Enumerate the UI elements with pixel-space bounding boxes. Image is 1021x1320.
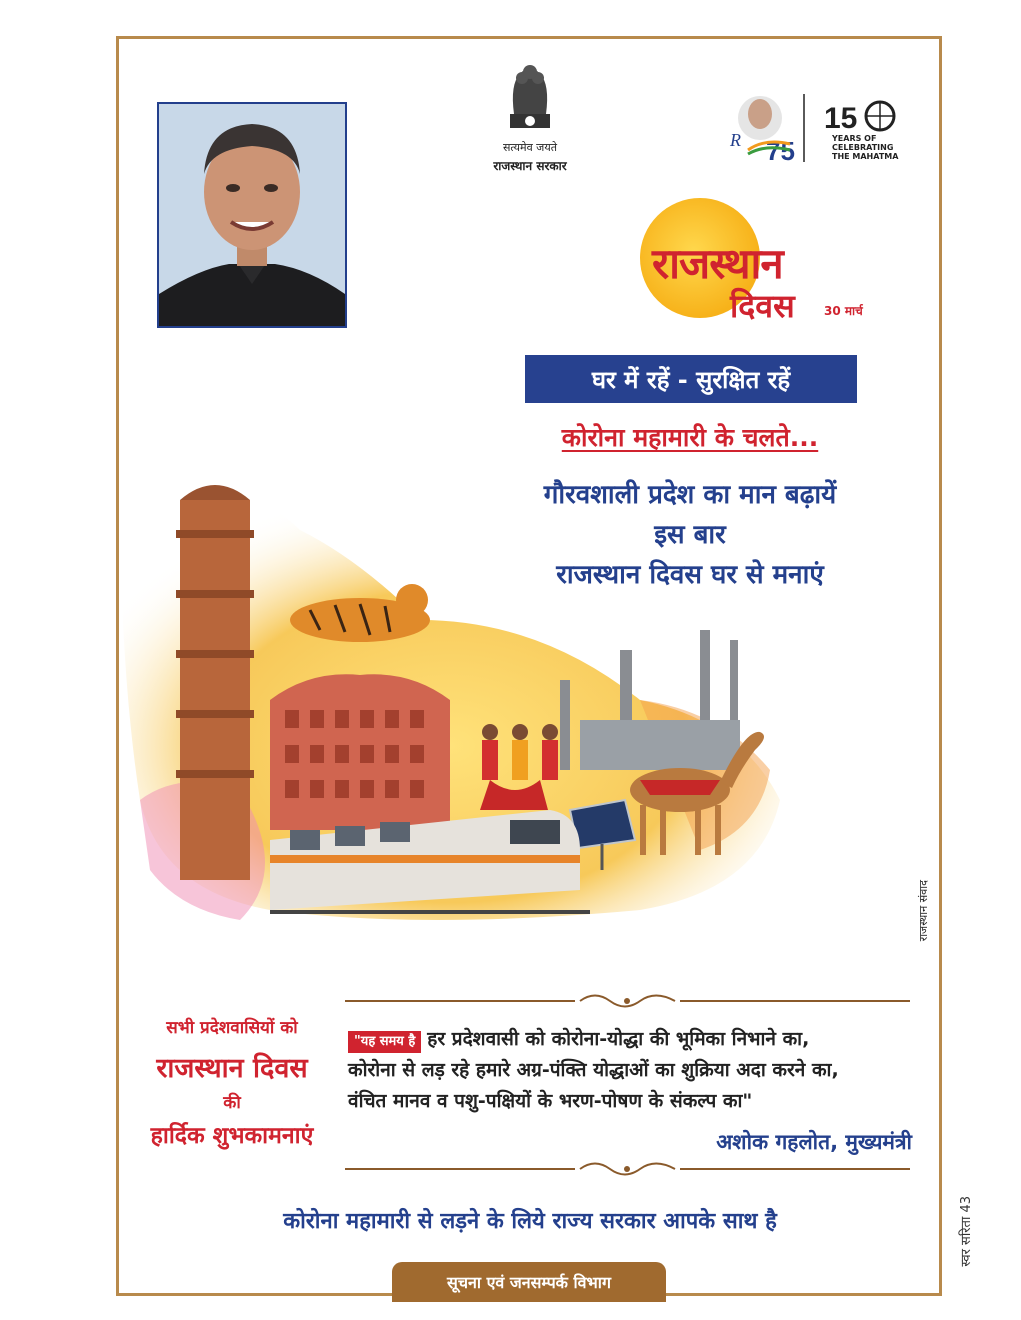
emblem-govt-name: राजस्थान सरकार <box>493 159 567 173</box>
wishes-line-2: राजस्थान दिवस <box>156 1053 308 1084</box>
ashoka-lion-icon <box>500 54 560 134</box>
svg-text:75: 75 <box>766 136 795 166</box>
wishes-line-3: की <box>223 1093 241 1113</box>
quote-line-3: वंचित मानव व पशु-पक्षियों के भरण-पोषण के संकल्प का" <box>348 1090 753 1112</box>
wishes-line-4: हार्दिक शुभकामनाएं <box>150 1123 314 1149</box>
message-line-2: इस बार <box>654 520 726 550</box>
svg-text:15: 15 <box>824 102 858 135</box>
quote-line-2: कोरोना से लड़ रहे हमारे अग्र-पंक्ति योद्धाओं का शुक्रिया अदा करने का, <box>348 1059 839 1081</box>
rajasthan-divas-logo <box>632 196 882 326</box>
stay-home-banner: घर में रहें - सुरक्षित रहें <box>525 355 857 403</box>
page-number: स्वर सरिता 43 <box>959 1196 974 1267</box>
tower-illustration <box>176 485 254 880</box>
quote-line-1-text: हर प्रदेशवासी को कोरोना-योद्धा की भूमिका निभाने का, <box>427 1028 810 1050</box>
divas-logo-subtitle: दिवस <box>730 287 795 325</box>
ornament-divider-top <box>345 992 910 1010</box>
quote-signature: अशोक गहलोत, मुख्यमंत्री <box>716 1130 912 1154</box>
message-line-3: राजस्थान दिवस घर से मनाएं <box>556 560 824 590</box>
message-line-1: गौरवशाली प्रदेश का मान बढ़ायें <box>543 480 837 510</box>
quote-tag: "यह समय है <box>348 1031 421 1053</box>
rajasthan-collage-illustration <box>120 470 790 940</box>
corona-heading: कोरोना महामारी के चलते... <box>561 423 819 452</box>
quote-line-1 <box>348 1024 914 1055</box>
anniversary-logos <box>720 88 910 168</box>
divas-logo-date: 30 मार्च <box>824 304 863 318</box>
hawa-mahal-illustration <box>270 674 450 830</box>
support-line: कोरोना महामारी से लड़ने के लिये राज्य सरकार आपके साथ है <box>283 1209 777 1234</box>
state-emblem <box>490 54 570 174</box>
chief-minister-photo <box>157 102 347 328</box>
photo-credit: राजस्थान संवाद <box>917 880 930 942</box>
wishes-line-1: सभी प्रदेशवासियों को <box>166 1018 298 1038</box>
svg-text:R: R <box>730 130 741 150</box>
anniversary-logo-caption: YEARS OF CELEBRATING THE MAHATMA <box>832 134 899 161</box>
emblem-motto: सत्यमेव जयते <box>502 141 557 154</box>
department-tab: सूचना एवं जनसम्पर्क विभाग <box>392 1262 666 1302</box>
chief-minister-quote <box>348 1024 914 1117</box>
ornament-divider-bottom <box>345 1160 910 1178</box>
divas-logo-title: राजस्थान <box>652 239 783 288</box>
